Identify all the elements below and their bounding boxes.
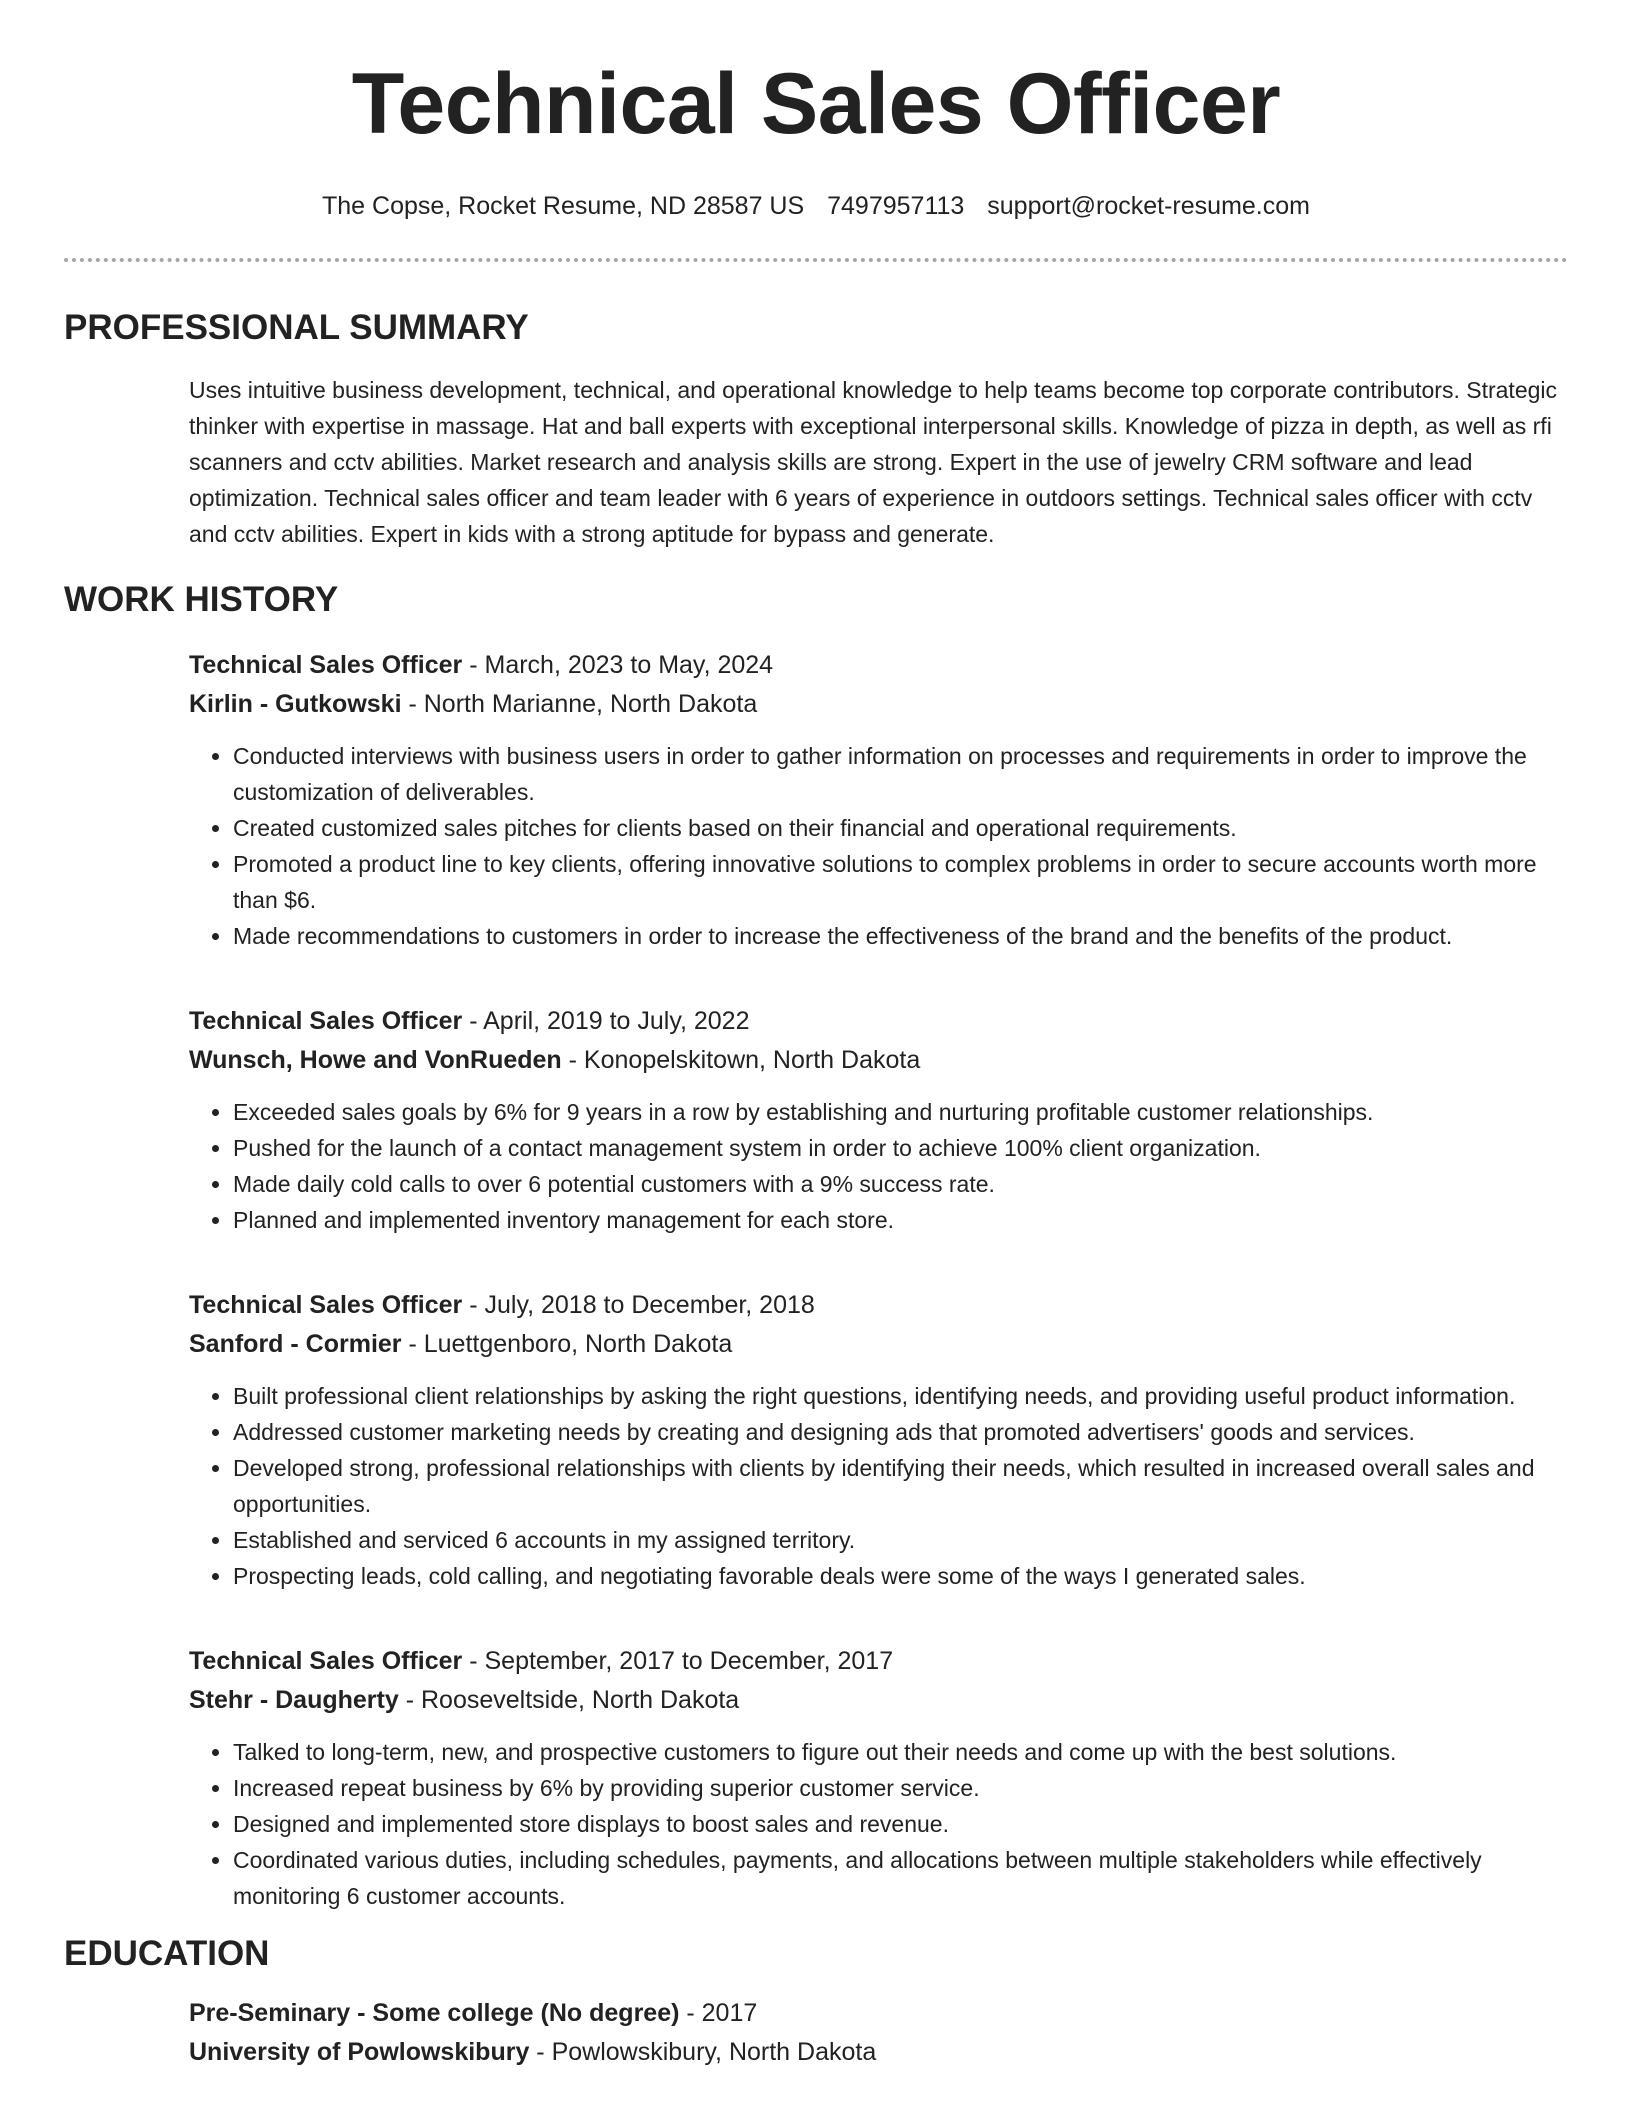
contact-address: The Copse, Rocket Resume, ND 28587 US [322, 192, 805, 220]
contact-email: support@rocket-resume.com [987, 192, 1310, 220]
job-dates: - April, 2019 to July, 2022 [462, 1007, 750, 1035]
resume-name: Technical Sales Officer [351, 56, 1281, 152]
education-year: - 2017 [679, 1999, 758, 2027]
job-bullet: • Designed and implemented store displays to boost sales and revenue. [233, 1806, 1568, 1842]
job-bullets [189, 1094, 1568, 1238]
job-title-line [189, 1002, 1568, 1041]
job-bullet: • Talked to long-term, new, and prospective customers to figure out their needs and come up with the best solutions. [233, 1734, 1568, 1770]
education-school-line [189, 2033, 1568, 2072]
job-role: Technical Sales Officer [189, 1647, 463, 1675]
job-bullet: • Planned and implemented inventory management for each store. [233, 1202, 1568, 1238]
job-company: Kirlin - Gutkowski [189, 690, 402, 718]
job-company-line [189, 1041, 1568, 1080]
job-location: - Rooseveltside, North Dakota [398, 1686, 740, 1714]
job-company: Sanford - Cormier [189, 1330, 402, 1358]
job-bullet: • Conducted interviews with business users in order to gather information on processes and requirements in order to improve the customization of deliverables. [233, 738, 1568, 810]
job-company-line [189, 685, 1568, 724]
job-entry [189, 646, 1568, 954]
job-bullet: • Pushed for the launch of a contact management system in order to achieve 100% client organization. [233, 1130, 1568, 1166]
summary-text: Uses intuitive business development, technical, and operational knowledge to help teams become top corporate contributors. Strategic thinker with expertise in massage. Hat and ball experts with exceptional interpersonal skills. Knowledge of pizza in depth, as well as rfi scanners and cctv abilities. Market research and analysis skills are strong. Expert in the use of jewelry CRM software and lead optimization. Technical sales officer and team leader with 6 years of experience in outdoors settings. Technical sales officer with cctv and cctv abilities. Expert in kids with a strong aptitude for bypass and generate. [189, 377, 1558, 547]
job-bullet: • Exceeded sales goals by 6% for 9 years in a row by establishing and nurturing profitable customer relationships. [233, 1094, 1568, 1130]
job-entry [189, 1286, 1568, 1594]
section-title-summary: PROFESSIONAL SUMMARY [64, 308, 529, 347]
job-bullet: • Made recommendations to customers in order to increase the effectiveness of the brand and the benefits of the product. [233, 918, 1568, 954]
header-divider [64, 258, 1568, 262]
job-bullet: • Addressed customer marketing needs by creating and designing ads that promoted advertisers' goods and services. [233, 1414, 1568, 1450]
job-location: - Konopelskitown, North Dakota [561, 1046, 921, 1074]
job-role: Technical Sales Officer [189, 1291, 463, 1319]
job-bullet: • Made daily cold calls to over 6 potential customers with a 9% success rate. [233, 1166, 1568, 1202]
job-bullet: • Promoted a product line to key clients, offering innovative solutions to complex problems in order to secure accounts worth more than $6. [233, 846, 1568, 918]
job-company-line [189, 1681, 1568, 1720]
job-role: Technical Sales Officer [189, 651, 463, 679]
job-dates: - March, 2023 to May, 2024 [462, 651, 774, 679]
contact-line [64, 190, 1568, 222]
job-location: - North Marianne, North Dakota [401, 690, 758, 718]
job-bullet: • Established and serviced 6 accounts in my assigned territory. [233, 1522, 1568, 1558]
job-title-line [189, 1642, 1568, 1681]
job-entry [189, 1642, 1568, 1914]
education-location: - Powlowskibury, North Dakota [529, 2038, 877, 2066]
contact-phone: 7497957113 [827, 192, 965, 220]
job-bullet: • Created customized sales pitches for clients based on their financial and operational requirements. [233, 810, 1568, 846]
job-bullet: • Prospecting leads, cold calling, and negotiating favorable deals were some of the ways I generated sales. [233, 1558, 1568, 1594]
job-bullet: • Built professional client relationships by asking the right questions, identifying needs, and providing useful product information. [233, 1378, 1568, 1414]
education-entry [189, 1994, 1568, 2072]
education-degree: Pre-Seminary - Some college (No degree) [189, 1999, 680, 2027]
job-bullet: • Coordinated various duties, including schedules, payments, and allocations between multiple stakeholders while effectively monitoring 6 customer accounts. [233, 1842, 1568, 1914]
work-history-list [64, 646, 1568, 1914]
job-location: - Luettgenboro, North Dakota [401, 1330, 733, 1358]
job-bullets [189, 1378, 1568, 1594]
education-degree-line [189, 1994, 1568, 2033]
job-title-line [189, 1286, 1568, 1325]
education-school: University of Powlowskibury [189, 2038, 530, 2066]
job-company-line [189, 1325, 1568, 1364]
job-bullets [189, 1734, 1568, 1914]
job-entry [189, 1002, 1568, 1238]
job-dates: - July, 2018 to December, 2018 [462, 1291, 815, 1319]
job-role: Technical Sales Officer [189, 1007, 463, 1035]
job-company: Wunsch, Howe and VonRueden [189, 1046, 562, 1074]
job-bullet: • Developed strong, professional relationships with clients by identifying their needs, which resulted in increased overall sales and opportunities. [233, 1450, 1568, 1522]
job-company: Stehr - Daugherty [189, 1686, 399, 1714]
job-bullet: • Increased repeat business by 6% by providing superior customer service. [233, 1770, 1568, 1806]
section-title-work-history: WORK HISTORY [64, 580, 339, 619]
section-title-education: EDUCATION [64, 1934, 270, 1973]
job-bullets [189, 738, 1568, 954]
job-dates: - September, 2017 to December, 2017 [462, 1647, 894, 1675]
job-title-line [189, 646, 1568, 685]
